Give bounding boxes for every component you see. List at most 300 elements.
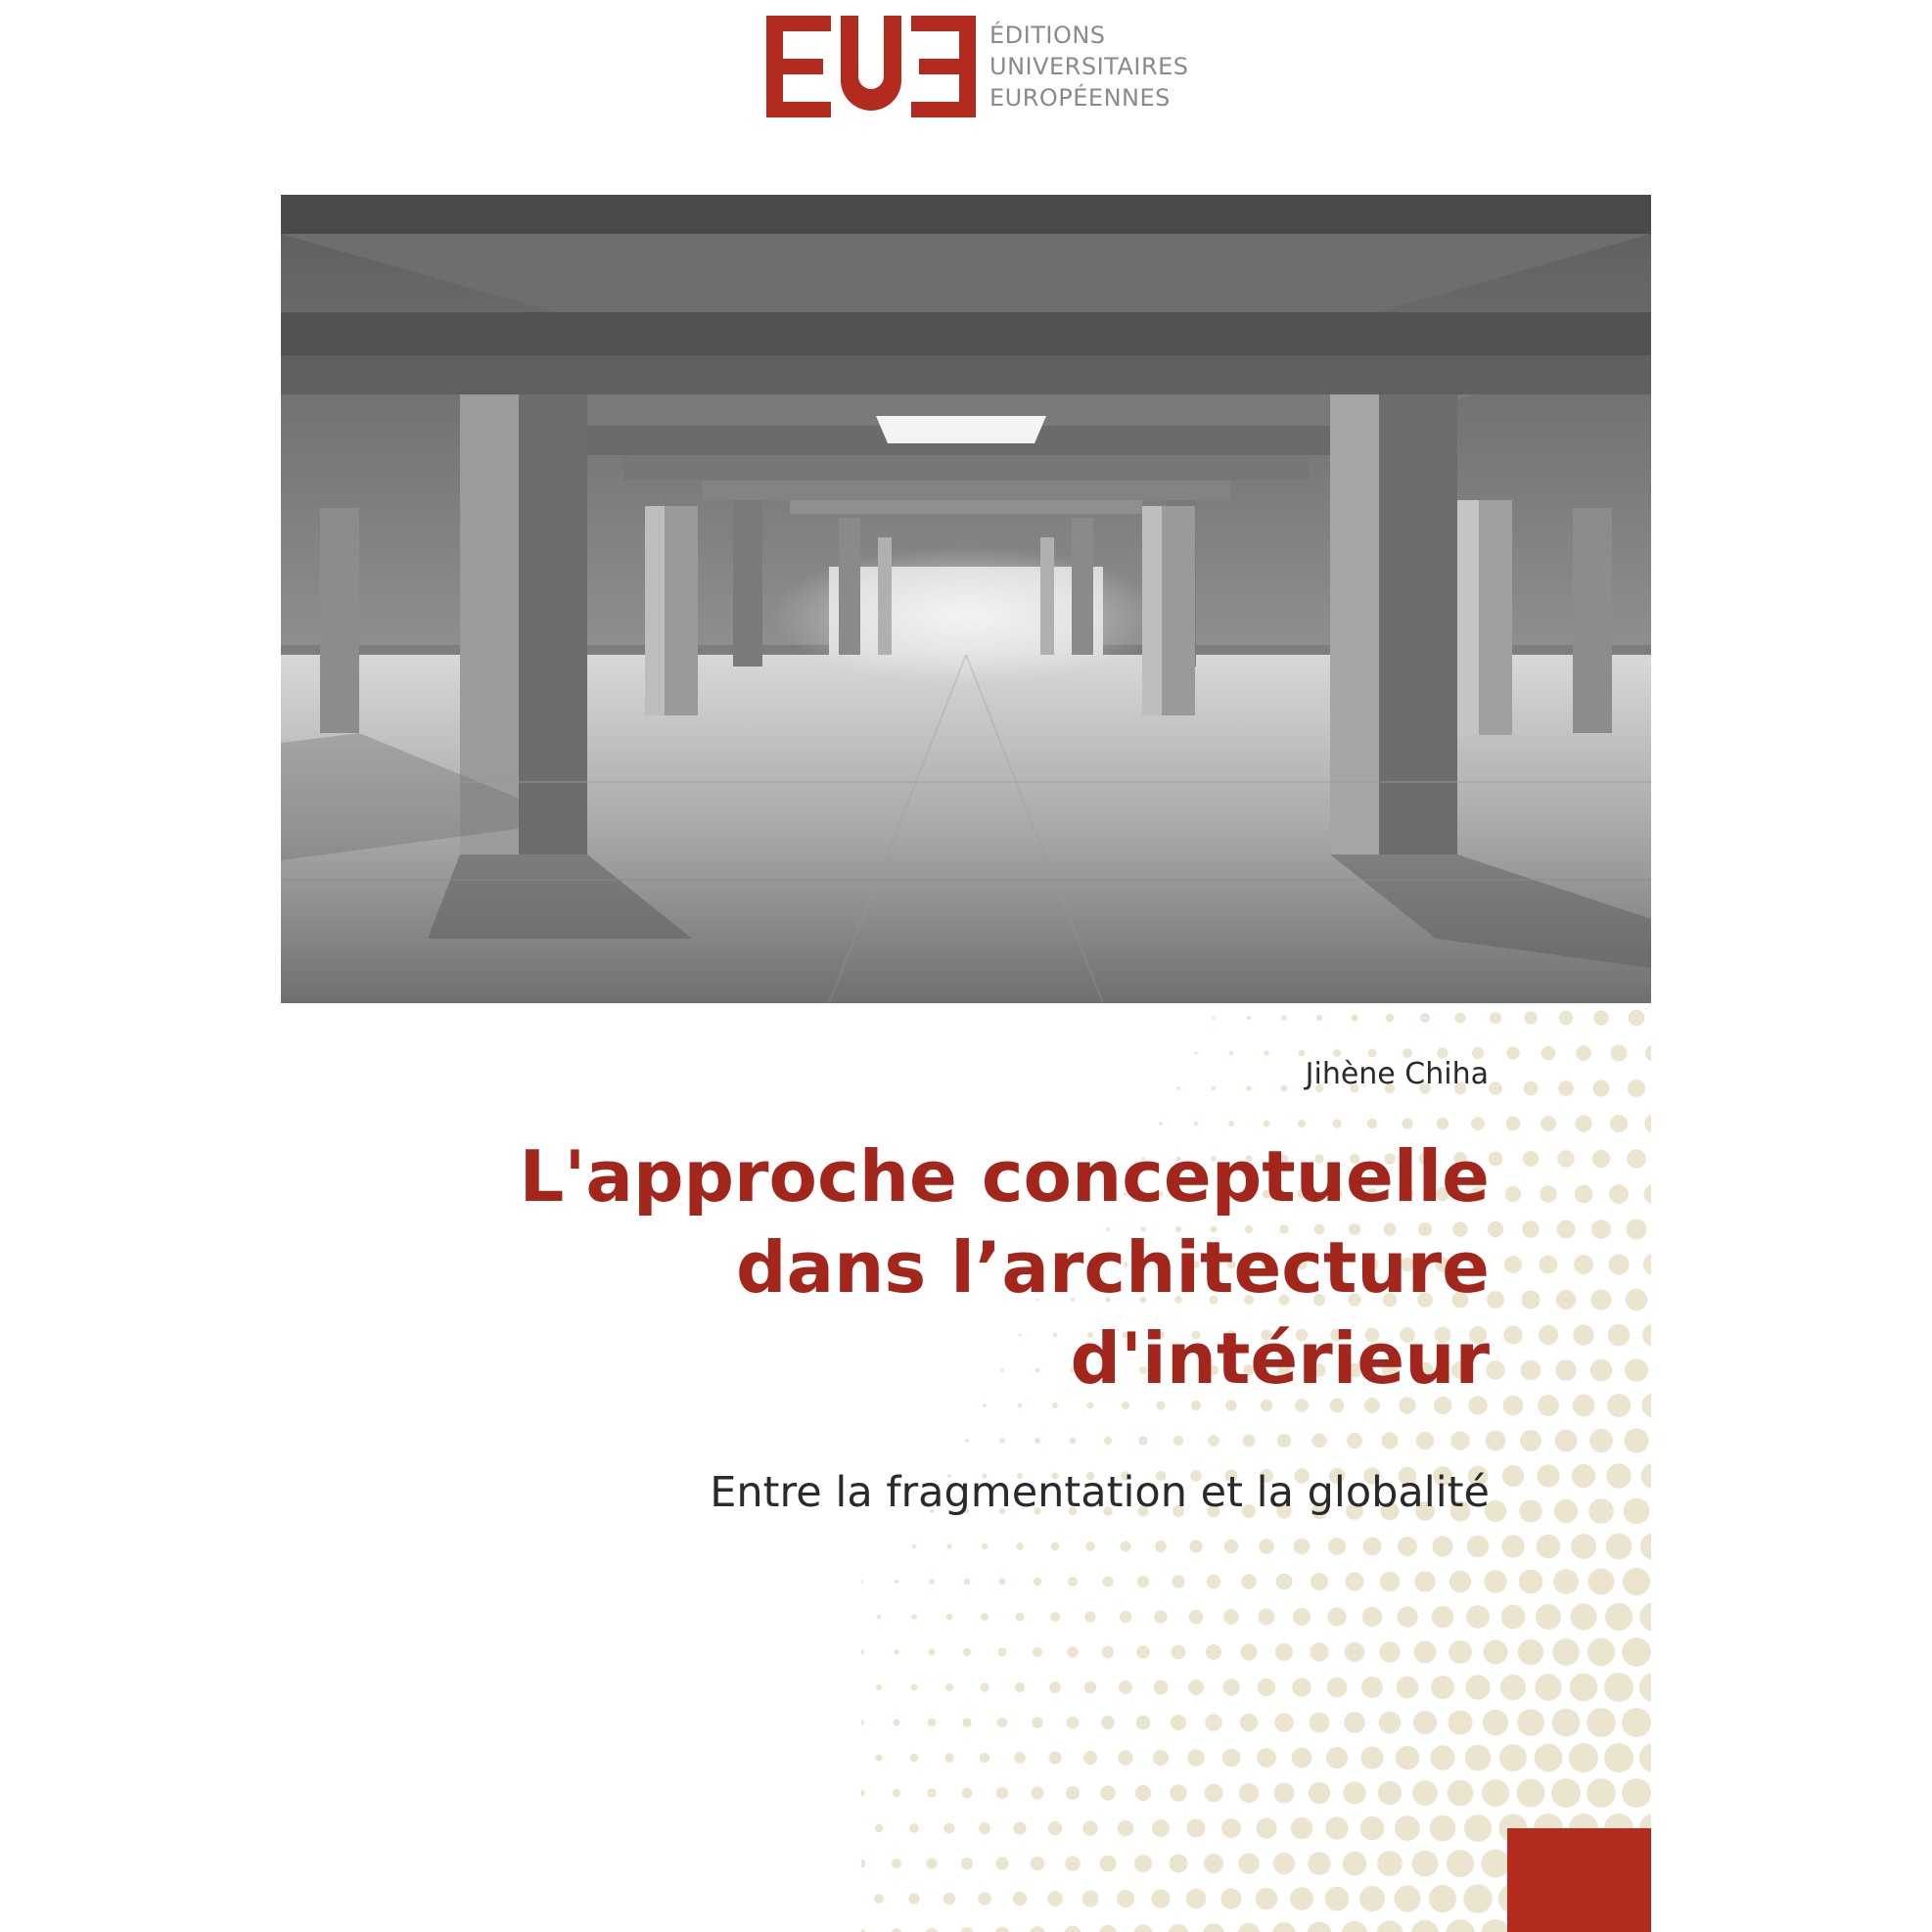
halftone-dot: [1083, 1751, 1097, 1765]
halftone-dot: [877, 1615, 881, 1619]
halftone-dot: [1411, 1920, 1439, 1932]
halftone-dot: [1481, 1919, 1510, 1932]
halftone-dot: [1378, 1781, 1402, 1805]
halftone-dot: [1151, 1889, 1170, 1908]
halftone-dot: [1519, 1570, 1543, 1594]
halftone-dot: [927, 1859, 938, 1869]
halftone-dot: [1203, 1923, 1224, 1932]
halftone-dot: [1259, 1539, 1273, 1553]
halftone-dot: [1294, 1539, 1311, 1555]
halftone-dot: [1367, 1119, 1377, 1128]
halftone-dot: [943, 1893, 955, 1905]
publisher-line-2: UNIVERSITAIRES: [989, 53, 1189, 80]
halftone-dot: [1569, 1743, 1598, 1772]
halftone-dot: [909, 1823, 919, 1833]
halftone-dot: [1624, 1428, 1648, 1452]
halftone-dot: [1467, 1536, 1489, 1557]
halftone-dot: [1488, 1221, 1503, 1237]
halftone-dot: [1259, 1609, 1275, 1626]
halftone-dot: [861, 1860, 865, 1868]
halftone-dot: [1386, 1014, 1395, 1023]
halftone-dot: [1519, 1499, 1541, 1522]
halftone-dot: [997, 1718, 1008, 1728]
halftone-dot: [1205, 1784, 1223, 1803]
halftone-dot: [1506, 1117, 1521, 1131]
halftone-dot: [875, 1824, 884, 1833]
halftone-dot: [1629, 1010, 1645, 1027]
halftone-dot: [1051, 1542, 1060, 1551]
halftone-dot: [1117, 1890, 1134, 1908]
halftone-dot: [1032, 1717, 1043, 1728]
halftone-dot: [1065, 1926, 1081, 1932]
halftone-dot: [1281, 1085, 1288, 1092]
halftone-dot: [1186, 1889, 1206, 1909]
halftone-dot: [1412, 1780, 1438, 1806]
halftone-dot: [1605, 1603, 1633, 1631]
halftone-dot: [1014, 1752, 1026, 1764]
halftone-dot: [978, 1892, 991, 1906]
halftone-dot: [1489, 1152, 1503, 1167]
halftone-dot: [1013, 1821, 1026, 1834]
halftone-dot: [1360, 1746, 1383, 1769]
halftone-dot: [1381, 1432, 1398, 1449]
halftone-dot: [1034, 1578, 1042, 1587]
halftone-dot: [1154, 1680, 1169, 1695]
halftone-dot: [1188, 1679, 1204, 1695]
halftone-dot: [960, 1927, 974, 1932]
halftone-dot: [1446, 1919, 1475, 1932]
halftone-dot: [1448, 1710, 1472, 1734]
halftone-dot: [1570, 1603, 1596, 1630]
halftone-dot: [1500, 1675, 1526, 1700]
halftone-dot: [1120, 1611, 1131, 1623]
halftone-dot: [861, 1580, 863, 1583]
halftone-dot: [1065, 1856, 1081, 1871]
halftone-dot: [962, 1718, 971, 1726]
halftone-dot: [1593, 1081, 1610, 1097]
halftone-dot: [1414, 1641, 1437, 1664]
halftone-dot: [1524, 1081, 1539, 1096]
halftone-dot: [1035, 1438, 1040, 1444]
halftone-dot: [1499, 1744, 1527, 1771]
halftone-dot: [1361, 1677, 1383, 1698]
halftone-dot: [1540, 1256, 1558, 1274]
halftone-dot: [944, 1753, 954, 1763]
halftone-dot: [1447, 1850, 1474, 1877]
halftone-dot: [1308, 1852, 1331, 1875]
halftone-dot: [1238, 1853, 1259, 1873]
halftone-dot: [1000, 1439, 1005, 1444]
halftone-dot: [1047, 1891, 1063, 1907]
halftone-dot: [1205, 1714, 1221, 1730]
halftone-dot: [1622, 1778, 1651, 1808]
halftone-dot: [1518, 1639, 1543, 1665]
halftone-dot: [1293, 1608, 1311, 1626]
publisher-line-1: ÉDITIONS: [989, 22, 1106, 49]
halftone-dot: [1213, 1017, 1216, 1020]
book-subtitle: Entre la fragmentation et la globalité: [710, 1468, 1490, 1517]
halftone-dot: [1171, 1715, 1186, 1730]
halftone-dot: [962, 1788, 973, 1799]
halftone-dot: [1609, 1184, 1629, 1204]
halftone-dot: [908, 1893, 919, 1904]
halftone-dot: [1592, 1150, 1610, 1168]
halftone-dot: [1084, 1611, 1095, 1622]
halftone-dot: [1416, 1432, 1434, 1449]
halftone-dot: [894, 1649, 899, 1655]
halftone-dot: [1082, 1820, 1097, 1835]
halftone-dot: [1397, 1606, 1417, 1627]
halftone-dot: [1290, 1887, 1313, 1910]
halftone-dot: [1502, 1465, 1524, 1487]
halftone-dot: [1274, 1713, 1294, 1732]
halftone-dot: [1256, 1888, 1278, 1910]
halftone-dot: [945, 1683, 953, 1691]
halftone-dot: [1310, 1713, 1330, 1733]
halftone-dot: [1243, 1435, 1256, 1448]
halftone-dot: [981, 1613, 989, 1621]
halftone-dot: [1555, 1359, 1577, 1381]
halftone-dot: [998, 1578, 1006, 1586]
halftone-dot: [1223, 1609, 1239, 1625]
halftone-dot: [1624, 1498, 1650, 1525]
halftone-dot: [1536, 1604, 1561, 1630]
halftone-dot: [1437, 1118, 1449, 1130]
halftone-dot: [1520, 1430, 1541, 1451]
halftone-dot: [980, 1753, 990, 1764]
halftone-dot: [1604, 1743, 1633, 1772]
halftone-dot: [1554, 1499, 1578, 1523]
halftone-dot: [1465, 1675, 1490, 1699]
halftone-dot: [980, 1682, 989, 1691]
halftone-dot: [1429, 1885, 1456, 1912]
halftone-dot: [1298, 1120, 1306, 1127]
halftone-dot: [1503, 1396, 1524, 1416]
halftone-dot: [1050, 1612, 1060, 1622]
halftone-dot: [1588, 1498, 1614, 1524]
halftone-dot: [1119, 1680, 1132, 1694]
halftone-dot: [1503, 1325, 1522, 1344]
halftone-dot: [1362, 1607, 1382, 1627]
halftone-dot: [996, 1787, 1008, 1799]
halftone-dot: [1121, 1541, 1131, 1552]
halftone-dot: [1100, 1785, 1115, 1800]
halftone-dot: [1377, 1851, 1403, 1876]
halftone-dot: [1345, 1642, 1364, 1662]
halftone-dot: [1118, 1750, 1132, 1765]
halftone-dot: [1572, 1464, 1595, 1488]
halftone-dot: [1639, 1673, 1651, 1702]
halftone-dot: [891, 1928, 901, 1932]
halftone-dot: [944, 1823, 955, 1834]
halftone-dot: [1517, 1709, 1544, 1736]
halftone-dot: [1573, 1324, 1593, 1345]
halftone-dot: [1281, 1015, 1286, 1020]
halftone-dot: [1431, 1676, 1454, 1699]
halftone-dot: [928, 1719, 936, 1726]
halftone-dot: [1274, 1783, 1295, 1804]
halftone-dot: [1573, 1395, 1595, 1417]
halftone-dot: [998, 1648, 1007, 1657]
halftone-dot: [1414, 1571, 1435, 1591]
halftone-dot: [1031, 1857, 1045, 1871]
halftone-dot: [1574, 1255, 1593, 1274]
halftone-dot: [1343, 1852, 1367, 1876]
halftone-dot: [1153, 1750, 1169, 1766]
halftone-dot: [1535, 1744, 1563, 1772]
halftone-dot: [1328, 1538, 1346, 1555]
halftone-dot: [1085, 1541, 1095, 1551]
halftone-dot: [1138, 1436, 1147, 1445]
halftone-dot: [1170, 1784, 1187, 1802]
halftone-dot: [1555, 1430, 1578, 1452]
halftone-dot: [1311, 1573, 1328, 1590]
halftone-dot: [1432, 1536, 1452, 1556]
title-line-2: dans l’architecture: [736, 1226, 1490, 1309]
halftone-dot: [1517, 1779, 1545, 1808]
halftone-dot: [1135, 1785, 1151, 1801]
halftone-dot: [1552, 1638, 1579, 1665]
halftone-dot: [1066, 1786, 1080, 1800]
publisher-logo: [766, 16, 1187, 117]
halftone-dot: [1013, 1892, 1028, 1907]
halftone-dot: [1194, 1051, 1197, 1054]
halftone-dot: [1430, 1745, 1454, 1770]
halftone-dot: [1312, 1434, 1327, 1449]
halftone-dot: [1506, 1046, 1519, 1059]
halftone-dot: [1239, 1783, 1259, 1803]
concrete-pillared-hall-icon: [281, 195, 1651, 1003]
halftone-dot: [1575, 1185, 1593, 1204]
halftone-dot: [995, 1927, 1010, 1932]
halftone-dot: [1048, 1821, 1062, 1835]
halftone-dot: [1257, 1748, 1276, 1768]
halftone-dot: [1501, 1605, 1526, 1630]
halftone-dot: [1170, 1855, 1188, 1873]
halftone-dot: [1501, 1535, 1524, 1557]
halftone-dot: [1576, 1045, 1591, 1061]
halftone-dot: [1625, 1358, 1648, 1382]
halftone-dot: [1591, 1219, 1611, 1239]
halftone-dot: [1639, 1602, 1651, 1631]
halftone-dot: [1570, 1674, 1598, 1702]
halftone-dot: [1483, 1710, 1508, 1735]
halftone-dot: [1449, 1640, 1472, 1664]
halftone-dot: [1376, 1920, 1403, 1932]
halftone-dot: [1100, 1856, 1117, 1872]
book-title: [413, 1131, 1490, 1404]
halftone-dot: [982, 1543, 988, 1549]
halftone-dot: [1325, 1817, 1348, 1839]
halftone-dot: [1173, 1436, 1183, 1446]
halftone-dot: [1575, 1115, 1591, 1131]
halftone-dot: [1347, 1433, 1362, 1449]
halftone-dot: [1224, 1540, 1238, 1553]
halftone-dot: [1351, 1014, 1358, 1022]
halftone-dot: [1264, 1121, 1270, 1127]
halftone-dot: [1489, 1081, 1502, 1095]
title-line-3: d'intérieur: [1070, 1317, 1490, 1400]
halftone-dot: [1102, 1646, 1114, 1658]
halftone-dot: [1626, 1289, 1647, 1311]
halftone-dot: [1258, 1679, 1275, 1696]
halftone-dot: [1206, 1644, 1221, 1660]
halftone-dot: [1154, 1610, 1167, 1623]
publisher-line-3: EUROPÉENNES: [989, 84, 1171, 112]
halftone-dot: [1363, 1538, 1382, 1556]
halftone-dot: [1641, 1463, 1651, 1490]
halftone-dot: [1169, 1924, 1188, 1932]
halftone-dot: [1379, 1641, 1401, 1663]
halftone-dot: [1327, 1678, 1348, 1698]
halftone-dot: [1471, 1117, 1485, 1130]
halftone-dot: [1359, 1886, 1385, 1911]
halftone-dot: [1118, 1820, 1134, 1837]
halftone-dot: [946, 1614, 953, 1621]
halftone-dot: [961, 1858, 973, 1869]
corner-color-tab: [1507, 1828, 1651, 1932]
halftone-dot: [1587, 1778, 1616, 1808]
halftone-dot: [1623, 1568, 1650, 1595]
halftone-dot: [1344, 1712, 1365, 1733]
halftone-dot: [1432, 1606, 1454, 1629]
halftone-dot: [1571, 1534, 1596, 1559]
halftone-dot: [1084, 1681, 1097, 1694]
halftone-dot: [1030, 1926, 1045, 1932]
halftone-dot: [1207, 1575, 1220, 1588]
halftone-dot: [1504, 1256, 1522, 1273]
halftone-dot: [1228, 1121, 1234, 1127]
halftone-dot: [1608, 1324, 1631, 1347]
halftone-dot: [1450, 1431, 1470, 1450]
halftone-dot: [1346, 1573, 1364, 1591]
halftone-dot: [1292, 1748, 1312, 1769]
halftone-dot: [1540, 1185, 1556, 1202]
halftone-dot: [1484, 1640, 1508, 1665]
halftone-dot: [1067, 1717, 1080, 1729]
halftone-dot: [874, 1894, 884, 1904]
halftone-dot: [1552, 1709, 1581, 1737]
halftone-dot: [1589, 1429, 1613, 1452]
publisher-name: [989, 20, 1189, 114]
halftone-dot: [927, 1788, 937, 1798]
halftone-dot: [1604, 1673, 1633, 1702]
halftone-dot: [894, 1720, 900, 1726]
halftone-dot: [1587, 1638, 1615, 1666]
halftone-dot: [1641, 1393, 1651, 1417]
halftone-dot: [1189, 1540, 1202, 1552]
halftone-dot: [1016, 1613, 1025, 1622]
halftone-dot: [1522, 1220, 1540, 1238]
halftone-dot: [1463, 1884, 1492, 1912]
halftone-dot: [1316, 1015, 1322, 1021]
halftone-dot: [1481, 1849, 1509, 1877]
halftone-dot: [1187, 1749, 1204, 1766]
halftone-dot: [1394, 1885, 1420, 1911]
halftone-dot: [1221, 1818, 1241, 1838]
halftone-dot: [1553, 1569, 1579, 1594]
halftone-dot: [876, 1684, 882, 1690]
halftone-dot: [1152, 1819, 1170, 1837]
cover-photo: [281, 195, 1651, 1003]
halftone-dot: [1082, 1891, 1099, 1908]
halftone-dot: [979, 1822, 990, 1834]
halftone-dot: [1541, 1116, 1556, 1131]
halftone-dot: [1275, 1643, 1293, 1661]
halftone-dot: [929, 1649, 936, 1656]
halftone-dot: [1639, 1743, 1651, 1772]
halftone-dot: [861, 1789, 865, 1796]
halftone-dot: [1155, 1541, 1167, 1552]
halftone-dot: [1590, 1359, 1613, 1382]
halftone-dot: [1136, 1716, 1151, 1730]
halftone-dot: [1397, 1677, 1419, 1699]
halftone-dot: [1537, 1535, 1561, 1559]
halftone-dot: [1490, 1012, 1501, 1024]
halftone-dot: [1448, 1780, 1474, 1807]
halftone-dot: [1194, 1122, 1199, 1127]
halftone-dot: [1606, 1463, 1631, 1488]
halftone-dot: [1136, 1645, 1150, 1659]
halftone-dot: [1360, 1817, 1385, 1841]
halftone-dot: [1241, 1574, 1257, 1589]
halftone-dot: [1396, 1746, 1419, 1770]
halftone-dot: [1606, 1534, 1633, 1560]
halftone-dot: [1505, 1186, 1521, 1202]
halftone-dot: [1208, 1435, 1219, 1447]
halftone-dot: [1524, 1011, 1537, 1024]
halftone-dot: [1464, 1815, 1492, 1842]
halftone-dot: [1541, 1046, 1556, 1061]
halftone-dot: [911, 1684, 918, 1691]
halftone-dot: [1627, 1219, 1647, 1240]
halftone-dot: [1551, 1778, 1581, 1808]
halftone-dot: [964, 1579, 971, 1586]
halftone-dot: [1523, 1151, 1539, 1167]
halftone-dot: [1238, 1923, 1261, 1932]
halftone-dot: [1049, 1752, 1062, 1765]
halftone-dot: [1522, 1291, 1541, 1310]
halftone-dot: [1016, 1542, 1024, 1550]
halftone-dot: [1049, 1681, 1061, 1693]
halftone-dot: [1535, 1674, 1561, 1700]
halftone-dot: [1137, 1576, 1149, 1587]
halftone-dot: [1644, 1114, 1651, 1132]
halftone-dot: [1015, 1682, 1025, 1692]
halftone-dot: [1070, 1438, 1077, 1445]
halftone-dot: [1032, 1787, 1044, 1800]
halftone-dot: [1172, 1575, 1184, 1587]
halftone-dot: [1134, 1855, 1152, 1872]
halftone-dot: [1272, 1922, 1296, 1932]
halftone-dot: [1333, 1049, 1341, 1057]
halftone-dot: [1640, 1533, 1651, 1560]
halftone-dot: [946, 1543, 951, 1548]
halftone-dot: [1241, 1644, 1258, 1661]
halftone-dot: [1559, 1011, 1573, 1025]
halftone-dot: [1247, 1016, 1251, 1020]
halftone-dot: [892, 1859, 901, 1868]
halftone-dot: [1486, 1431, 1506, 1451]
halftone-dot: [1101, 1716, 1115, 1729]
halftone-dot: [1220, 1888, 1241, 1909]
halftone-dot: [1187, 1819, 1206, 1838]
halftone-dot: [1172, 1645, 1186, 1660]
halftone-dot: [1332, 1119, 1341, 1127]
halftone-dot: [1395, 1816, 1420, 1841]
halftone-dot: [893, 1789, 901, 1798]
halftone-dot: [895, 1580, 898, 1584]
